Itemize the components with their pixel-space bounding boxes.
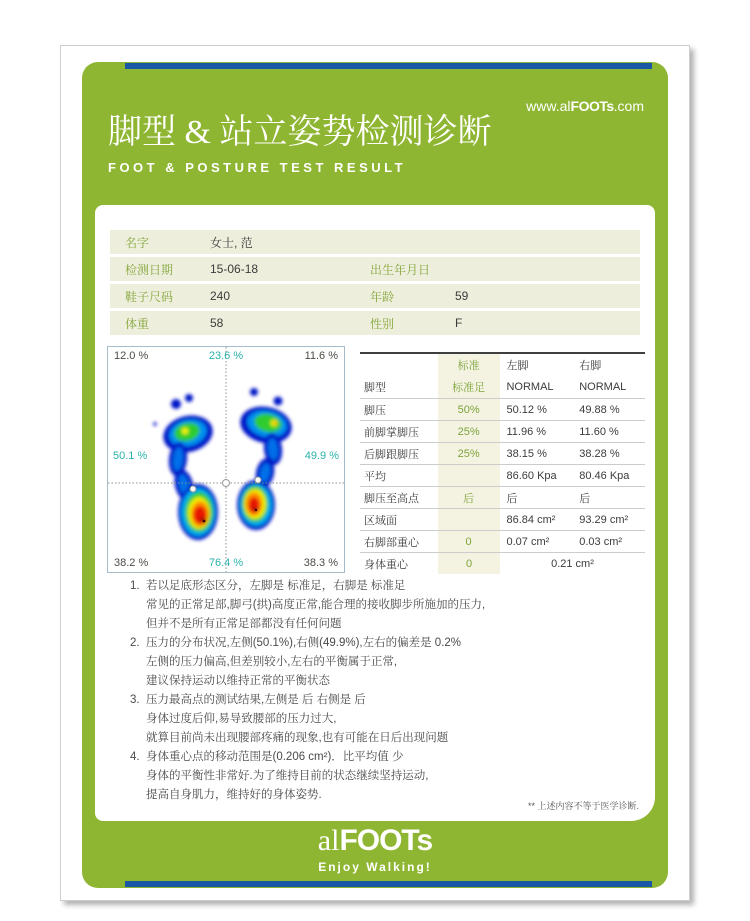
col-header-left-foot: 左脚: [506, 360, 529, 372]
note-text: 建议保持运动以维持正常的平衡状态: [146, 675, 330, 687]
row-standard: 标准足: [452, 382, 486, 394]
row-left-value: 86.84 cm²: [506, 513, 556, 526]
top-accent-bar: [125, 63, 652, 69]
table-row: [360, 530, 645, 552]
row-standard: 50%: [457, 403, 480, 416]
row-standard: 25%: [457, 425, 480, 438]
row-right-value: 80.46 Kpa: [579, 469, 630, 482]
gender-label: 性别: [370, 316, 395, 331]
medical-disclaimer: ** 上述内容不等于医学诊断.: [527, 801, 639, 811]
footer-logo-block: [82, 826, 668, 874]
birthdate-label: 出生年月日: [370, 262, 431, 277]
table-row: [360, 398, 645, 420]
slogan-text: Enjoy Walking!: [318, 860, 432, 874]
note-text: 身体过度后仰,易导致腰部的压力过大,: [146, 713, 337, 725]
test-date-value: 15-06-18: [210, 262, 259, 276]
pct-top-center: 23.6 %: [208, 350, 244, 362]
row-label: 区域面: [364, 514, 397, 527]
row-right-value: 49.88 %: [579, 403, 620, 416]
note-line: [120, 767, 590, 786]
site-url-brand: FOOTs: [570, 98, 614, 114]
note-line: [120, 710, 590, 729]
alfoots-logo: [82, 826, 668, 856]
table-row: [110, 311, 640, 335]
col-header-right-foot: 右脚: [579, 360, 602, 372]
row-standard: 0: [465, 535, 472, 548]
site-url-prefix: www.al: [526, 98, 571, 114]
note-text: 若以足底形态区分，左脚是 标准足，右脚是 标准足: [146, 580, 406, 592]
note-line: [120, 615, 590, 634]
pct-mid-left: 50.1 %: [113, 450, 148, 462]
pct-mid-right: 49.9 %: [304, 450, 339, 462]
site-url: [526, 98, 644, 114]
row-label: 前脚掌脚压: [364, 426, 419, 439]
table-row: [360, 464, 645, 486]
weight-label: 体重: [125, 316, 150, 331]
table-row: [360, 508, 645, 530]
note-number: 2.: [130, 637, 140, 649]
pct-bottom-right: 38.3 %: [303, 557, 338, 569]
row-left-value: NORMAL: [506, 381, 554, 393]
table-row: [360, 442, 645, 464]
pct-top-right: 11.6 %: [304, 350, 338, 362]
page-subtitle: FOOT & POSTURE TEST RESULT: [108, 160, 407, 175]
report-page: [82, 62, 668, 888]
table-header-row: [360, 354, 645, 376]
row-right-value: 0.03 cm²: [579, 535, 623, 548]
shoe-size-value: 240: [210, 289, 231, 303]
note-line: [120, 691, 590, 710]
age-value: 59: [455, 289, 469, 303]
note-number: 1.: [130, 580, 140, 592]
note-line: [120, 577, 590, 596]
page-title: 脚型 & 站立姿势检测诊断: [108, 114, 492, 151]
row-right-value: 38.28 %: [579, 447, 620, 460]
row-left-value: 38.15 %: [506, 447, 547, 460]
row-standard: 后: [463, 492, 475, 505]
patient-name-value: 女士, 范: [210, 235, 253, 250]
note-number: 4.: [130, 751, 140, 763]
note-line: [120, 748, 590, 767]
gender-value: F: [455, 316, 463, 330]
note-line: [120, 729, 590, 748]
row-right-value: 11.60 %: [579, 425, 619, 438]
note-text: 身体重心点的移动范围是(0.206 cm²)．比平均值 少: [146, 751, 404, 763]
weight-value: 58: [210, 316, 224, 330]
row-standard: 25%: [457, 447, 480, 460]
age-label: 年龄: [370, 289, 395, 304]
result-card: [95, 205, 655, 821]
row-left-value: 0.07 cm²: [506, 535, 550, 548]
analysis-notes: [120, 577, 590, 805]
row-label: 平均: [364, 470, 386, 483]
note-text: 身体的平衡性非常好.为了维持目前的状态继续坚持运动,: [146, 770, 429, 782]
note-line: [120, 596, 590, 615]
table-row: [110, 284, 640, 308]
note-number: 3.: [130, 694, 140, 706]
patient-name-label: 名字: [125, 235, 150, 250]
report-title-block: [108, 114, 491, 175]
note-line: [120, 786, 590, 805]
row-label: 脚型: [364, 382, 386, 394]
note-text: 压力的分布状况,左侧(50.1%),右侧(49.9%),左右的偏差是 0.2%: [146, 637, 462, 649]
note-text: 就算目前尚未出现腰部疼痛的现象,也有可能在日后出现问题: [146, 732, 449, 744]
logo-al-part: al: [317, 824, 340, 857]
row-right-value: NORMAL: [579, 381, 627, 393]
note-text: 提高自身肌力，维持好的身体姿势.: [146, 789, 322, 801]
result-table: [360, 352, 645, 574]
table-row: [360, 376, 645, 398]
row-merged-value: 0.21 cm²: [551, 557, 594, 570]
row-label: 后脚跟脚压: [364, 448, 419, 461]
row-standard: 0: [465, 557, 473, 570]
table-row: [360, 420, 645, 442]
report-sheet: [60, 45, 690, 901]
note-line: [120, 653, 590, 672]
note-text: 左侧的压力偏高,但差别较小,左右的平衡属于正常,: [146, 656, 398, 668]
site-url-suffix: .com: [613, 98, 644, 114]
col-header-standard: 标准: [457, 360, 480, 372]
patient-info-table: [110, 230, 640, 338]
note-text: 常见的正常足部,脚弓(拱)高度正常,能合理的接收脚步所施加的压力,: [146, 599, 486, 611]
row-label: 脚压至高点: [364, 492, 419, 505]
bottom-accent-bar: [125, 881, 652, 887]
pct-top-left: 12.0 %: [114, 350, 149, 362]
pct-bottom-left: 38.2 %: [114, 557, 149, 569]
shoe-size-label: 鞋子尺码: [125, 289, 174, 304]
row-left-value: 86.60 Kpa: [506, 469, 557, 482]
row-left-value: 50.12 %: [506, 403, 547, 416]
note-text: 压力最高点的测试结果,左侧是 后 右侧是 后: [146, 694, 366, 706]
table-row: [360, 552, 645, 574]
test-date-label: 检测日期: [125, 262, 174, 277]
table-row: [360, 486, 645, 508]
row-label: 身体重心: [364, 558, 408, 571]
note-line: [120, 672, 590, 691]
pct-bottom-center: 76.4 %: [208, 557, 244, 569]
note-line: [120, 634, 590, 653]
row-left-value: 11.96 %: [506, 425, 547, 438]
logo-foots-part: FOOTs: [339, 824, 433, 857]
note-text: 但并不是所有正常足部都没有任何问题: [146, 618, 342, 630]
row-right-value: 93.29 cm²: [579, 513, 629, 526]
row-label: 脚压: [364, 404, 386, 417]
row-right-value: 后: [579, 492, 591, 505]
row-left-value: 后: [506, 492, 518, 505]
row-label: 右脚部重心: [364, 536, 419, 549]
table-row: [110, 230, 640, 254]
table-row: [110, 257, 640, 281]
foot-pressure-map: [107, 346, 345, 573]
